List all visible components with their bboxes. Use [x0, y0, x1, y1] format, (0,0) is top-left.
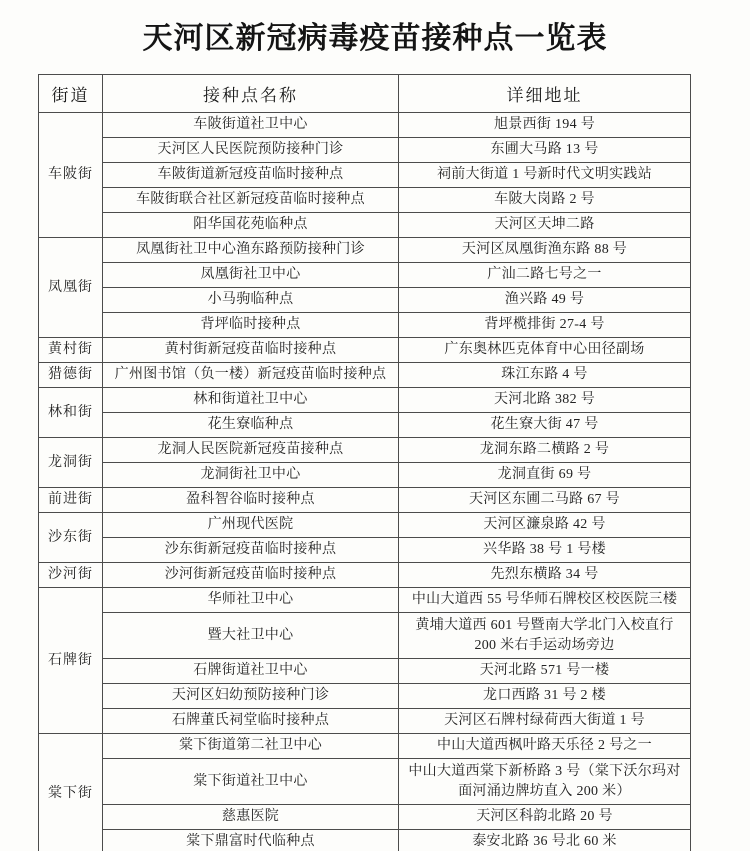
- col-header-site-name: 接种点名称: [103, 75, 399, 113]
- table-row: [39, 213, 691, 238]
- address-cell: 东圃大马路 13 号: [399, 138, 691, 163]
- site-name-cell: 天河区妇幼预防接种门诊: [103, 684, 399, 709]
- address-cell: 天河北路 382 号: [399, 388, 691, 413]
- street-cell: 林和街: [39, 388, 103, 438]
- street-cell: 沙河街: [39, 563, 103, 588]
- street-cell: 黄村街: [39, 338, 103, 363]
- table-row: [39, 263, 691, 288]
- address-cell: 渔兴路 49 号: [399, 288, 691, 313]
- address-cell: 兴华路 38 号 1 号楼: [399, 538, 691, 563]
- address-cell: 中山大道西 55 号华师石牌校区校医院三楼: [399, 588, 691, 613]
- address-cell: 泰安北路 36 号北 60 米: [399, 830, 691, 851]
- site-name-cell: 广州现代医院: [103, 513, 399, 538]
- table-row: [39, 363, 691, 388]
- site-name-cell: 阳华国花苑临种点: [103, 213, 399, 238]
- table-row: [39, 563, 691, 588]
- table-row: [39, 734, 691, 759]
- table-row: [39, 709, 691, 734]
- site-name-cell: 花生寮临种点: [103, 413, 399, 438]
- table-row: [39, 463, 691, 488]
- site-name-cell: 盈科智谷临时接种点: [103, 488, 399, 513]
- site-name-cell: 车陂街道社卫中心: [103, 113, 399, 138]
- address-cell: 天河区石牌村绿荷西大街道 1 号: [399, 709, 691, 734]
- table-row: [39, 188, 691, 213]
- table-header-row: [39, 75, 691, 113]
- street-cell: 车陂街: [39, 113, 103, 238]
- address-cell: 天河区天坤二路: [399, 213, 691, 238]
- address-cell: 龙洞东路二横路 2 号: [399, 438, 691, 463]
- site-name-cell: 背坪临时接种点: [103, 313, 399, 338]
- table-row: [39, 138, 691, 163]
- site-name-cell: 小马驹临种点: [103, 288, 399, 313]
- street-cell: 猎德街: [39, 363, 103, 388]
- table-row: [39, 388, 691, 413]
- address-cell: 龙洞直街 69 号: [399, 463, 691, 488]
- table-row: [39, 163, 691, 188]
- address-cell: 旭景西街 194 号: [399, 113, 691, 138]
- site-name-cell: 龙洞人民医院新冠疫苗接种点: [103, 438, 399, 463]
- site-name-cell: 棠下鼎富时代临种点: [103, 830, 399, 851]
- table-row: [39, 538, 691, 563]
- table-row: [39, 659, 691, 684]
- site-name-cell: 沙东街新冠疫苗临时接种点: [103, 538, 399, 563]
- table-row: [39, 488, 691, 513]
- address-cell: 广汕二路七号之一: [399, 263, 691, 288]
- site-name-cell: 天河区人民医院预防接种门诊: [103, 138, 399, 163]
- address-cell: 花生寮大街 47 号: [399, 413, 691, 438]
- col-header-address: 详细地址: [399, 75, 691, 113]
- table-row: [39, 288, 691, 313]
- table-row: [39, 684, 691, 709]
- table-row: [39, 805, 691, 830]
- address-cell: 天河北路 571 号一楼: [399, 659, 691, 684]
- site-name-cell: 石牌董氏祠堂临时接种点: [103, 709, 399, 734]
- address-cell: 先烈东横路 34 号: [399, 563, 691, 588]
- site-name-cell: 车陂街联合社区新冠疫苗临时接种点: [103, 188, 399, 213]
- site-name-cell: 广州图书馆（负一楼）新冠疫苗临时接种点: [103, 363, 399, 388]
- address-cell: 龙口西路 31 号 2 楼: [399, 684, 691, 709]
- address-cell: 广东奥林匹克体育中心田径副场: [399, 338, 691, 363]
- site-name-cell: 华师社卫中心: [103, 588, 399, 613]
- address-cell: 中山大道西棠下新桥路 3 号（棠下沃尔玛对面河涌边牌坊直入 200 米）: [399, 759, 691, 805]
- table-row: [39, 413, 691, 438]
- table-row: [39, 513, 691, 538]
- table-row: [39, 830, 691, 851]
- street-cell: 前进街: [39, 488, 103, 513]
- table-row: [39, 338, 691, 363]
- table-row: [39, 113, 691, 138]
- site-name-cell: 龙洞街社卫中心: [103, 463, 399, 488]
- page-title: 天河区新冠病毒疫苗接种点一览表: [142, 22, 608, 55]
- table-row: [39, 438, 691, 463]
- site-name-cell: 慈惠医院: [103, 805, 399, 830]
- vaccination-sites-table: [38, 74, 691, 851]
- table-row: [39, 613, 691, 659]
- site-name-cell: 凤凰街社卫中心: [103, 263, 399, 288]
- address-cell: 背坪榄排街 27-4 号: [399, 313, 691, 338]
- address-cell: 天河区东圃二马路 67 号: [399, 488, 691, 513]
- table-row: [39, 588, 691, 613]
- table-row: [39, 759, 691, 805]
- address-cell: 天河区科韵北路 20 号: [399, 805, 691, 830]
- site-name-cell: 棠下街道第二社卫中心: [103, 734, 399, 759]
- address-cell: 天河区濂泉路 42 号: [399, 513, 691, 538]
- site-name-cell: 黄村街新冠疫苗临时接种点: [103, 338, 399, 363]
- address-cell: 天河区凤凰街渔东路 88 号: [399, 238, 691, 263]
- site-name-cell: 凤凰街社卫中心渔东路预防接种门诊: [103, 238, 399, 263]
- street-cell: 龙洞街: [39, 438, 103, 488]
- street-cell: 石牌街: [39, 588, 103, 734]
- site-name-cell: 棠下街道社卫中心: [103, 759, 399, 805]
- col-header-street: 街道: [39, 75, 103, 113]
- table-row: [39, 313, 691, 338]
- street-cell: 棠下街: [39, 734, 103, 851]
- street-cell: 凤凰街: [39, 238, 103, 338]
- address-cell: 祠前大街道 1 号新时代文明实践站: [399, 163, 691, 188]
- street-cell: 沙东街: [39, 513, 103, 563]
- address-cell: 珠江东路 4 号: [399, 363, 691, 388]
- site-name-cell: 暨大社卫中心: [103, 613, 399, 659]
- address-cell: 黄埔大道西 601 号暨南大学北门入校直行 200 米右手运动场旁边: [399, 613, 691, 659]
- site-name-cell: 石牌街道社卫中心: [103, 659, 399, 684]
- address-cell: 车陂大岗路 2 号: [399, 188, 691, 213]
- address-cell: 中山大道西枫叶路天乐径 2 号之一: [399, 734, 691, 759]
- table-row: [39, 238, 691, 263]
- site-name-cell: 车陂街道新冠疫苗临时接种点: [103, 163, 399, 188]
- site-name-cell: 林和街道社卫中心: [103, 388, 399, 413]
- site-name-cell: 沙河街新冠疫苗临时接种点: [103, 563, 399, 588]
